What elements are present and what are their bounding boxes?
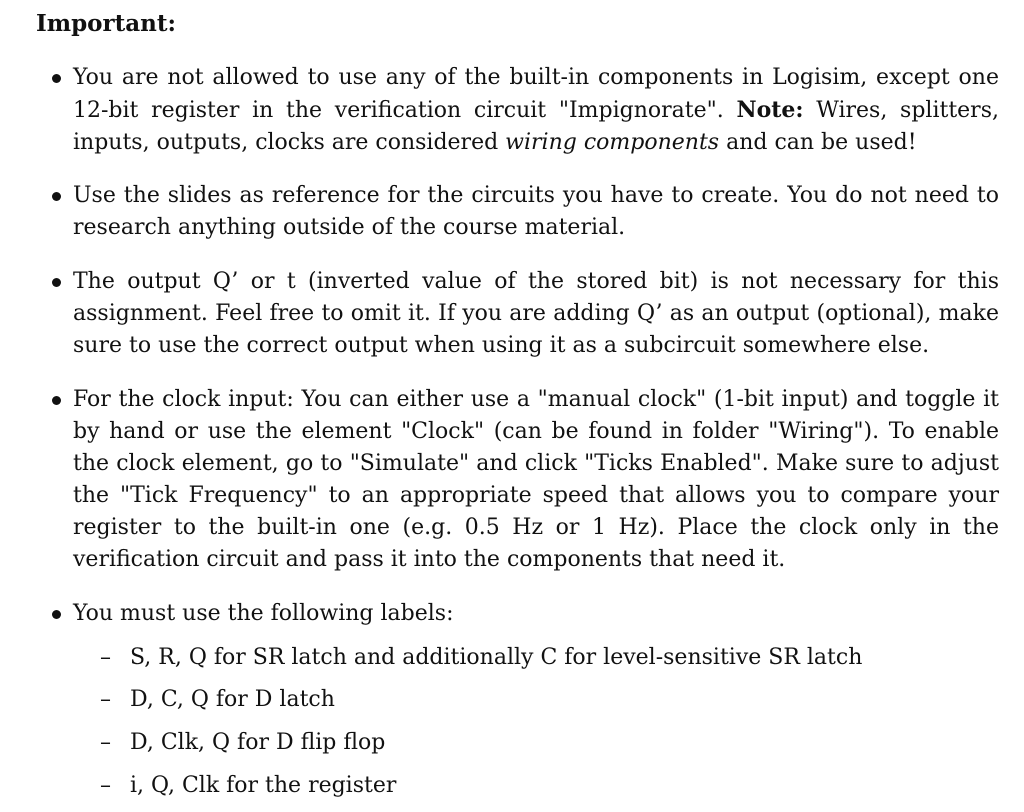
subitem-text: i, Q, Clk for the register [130, 773, 397, 798]
note-label: Note: [736, 97, 804, 123]
bullet-dot [52, 610, 61, 619]
bullet-text: The output Q’ or t (inverted value of the stored bit) is not necessary for this assignment. Feel free to omit it. If you are adding Q’ as an output (optional), make sure to use the correct output when using it as a subcircuit somewhere else. [73, 269, 999, 358]
dash: – [100, 773, 111, 798]
bullet-text: You must use the following labels: [73, 601, 454, 626]
bullet-text: Use the slides as reference for the circuits you have to create. You do not need to research anything outside of the course material. [73, 183, 999, 240]
subitem-text: S, R, Q for SR latch and additionally C for level-sensitive SR latch [130, 645, 863, 670]
bullet-dot [52, 192, 61, 201]
dash: – [100, 730, 111, 755]
wiring-components-emphasis: wiring components [505, 130, 720, 155]
dash: – [100, 645, 111, 670]
bullet-dot [52, 278, 61, 287]
bullet-text: For the clock input: You can either use a "manual clock" (1-bit input) and toggle it by hand or use the element "Clock" (can be found in folder "Wiring"). To enable the clock element, go to "Simulate" and click "Ticks Enabled". Make sure to adjust the "Tick Frequency" to an appropriate speed that allows you to compare your register to the built-in one (e.g. 0.5 Hz or 1 Hz). Place the clock only in the verification circuit and pass it into the components that need it. [73, 387, 999, 572]
bullet-text: You are not allowed to use any of the built-in components in Logisim, except one 12-bit register in the verification circuit "Impignorate". Note: Wires, splitters, inputs, outputs, clocks are considered wiring components and can be used! [73, 65, 999, 155]
dash: – [100, 687, 111, 712]
subitem-text: D, C, Q for D latch [130, 687, 335, 712]
bullet-dot [52, 74, 61, 83]
subitem-text: D, Clk, Q for D flip flop [130, 730, 386, 755]
bullet-dot [52, 396, 61, 405]
heading: Important: [36, 10, 176, 37]
